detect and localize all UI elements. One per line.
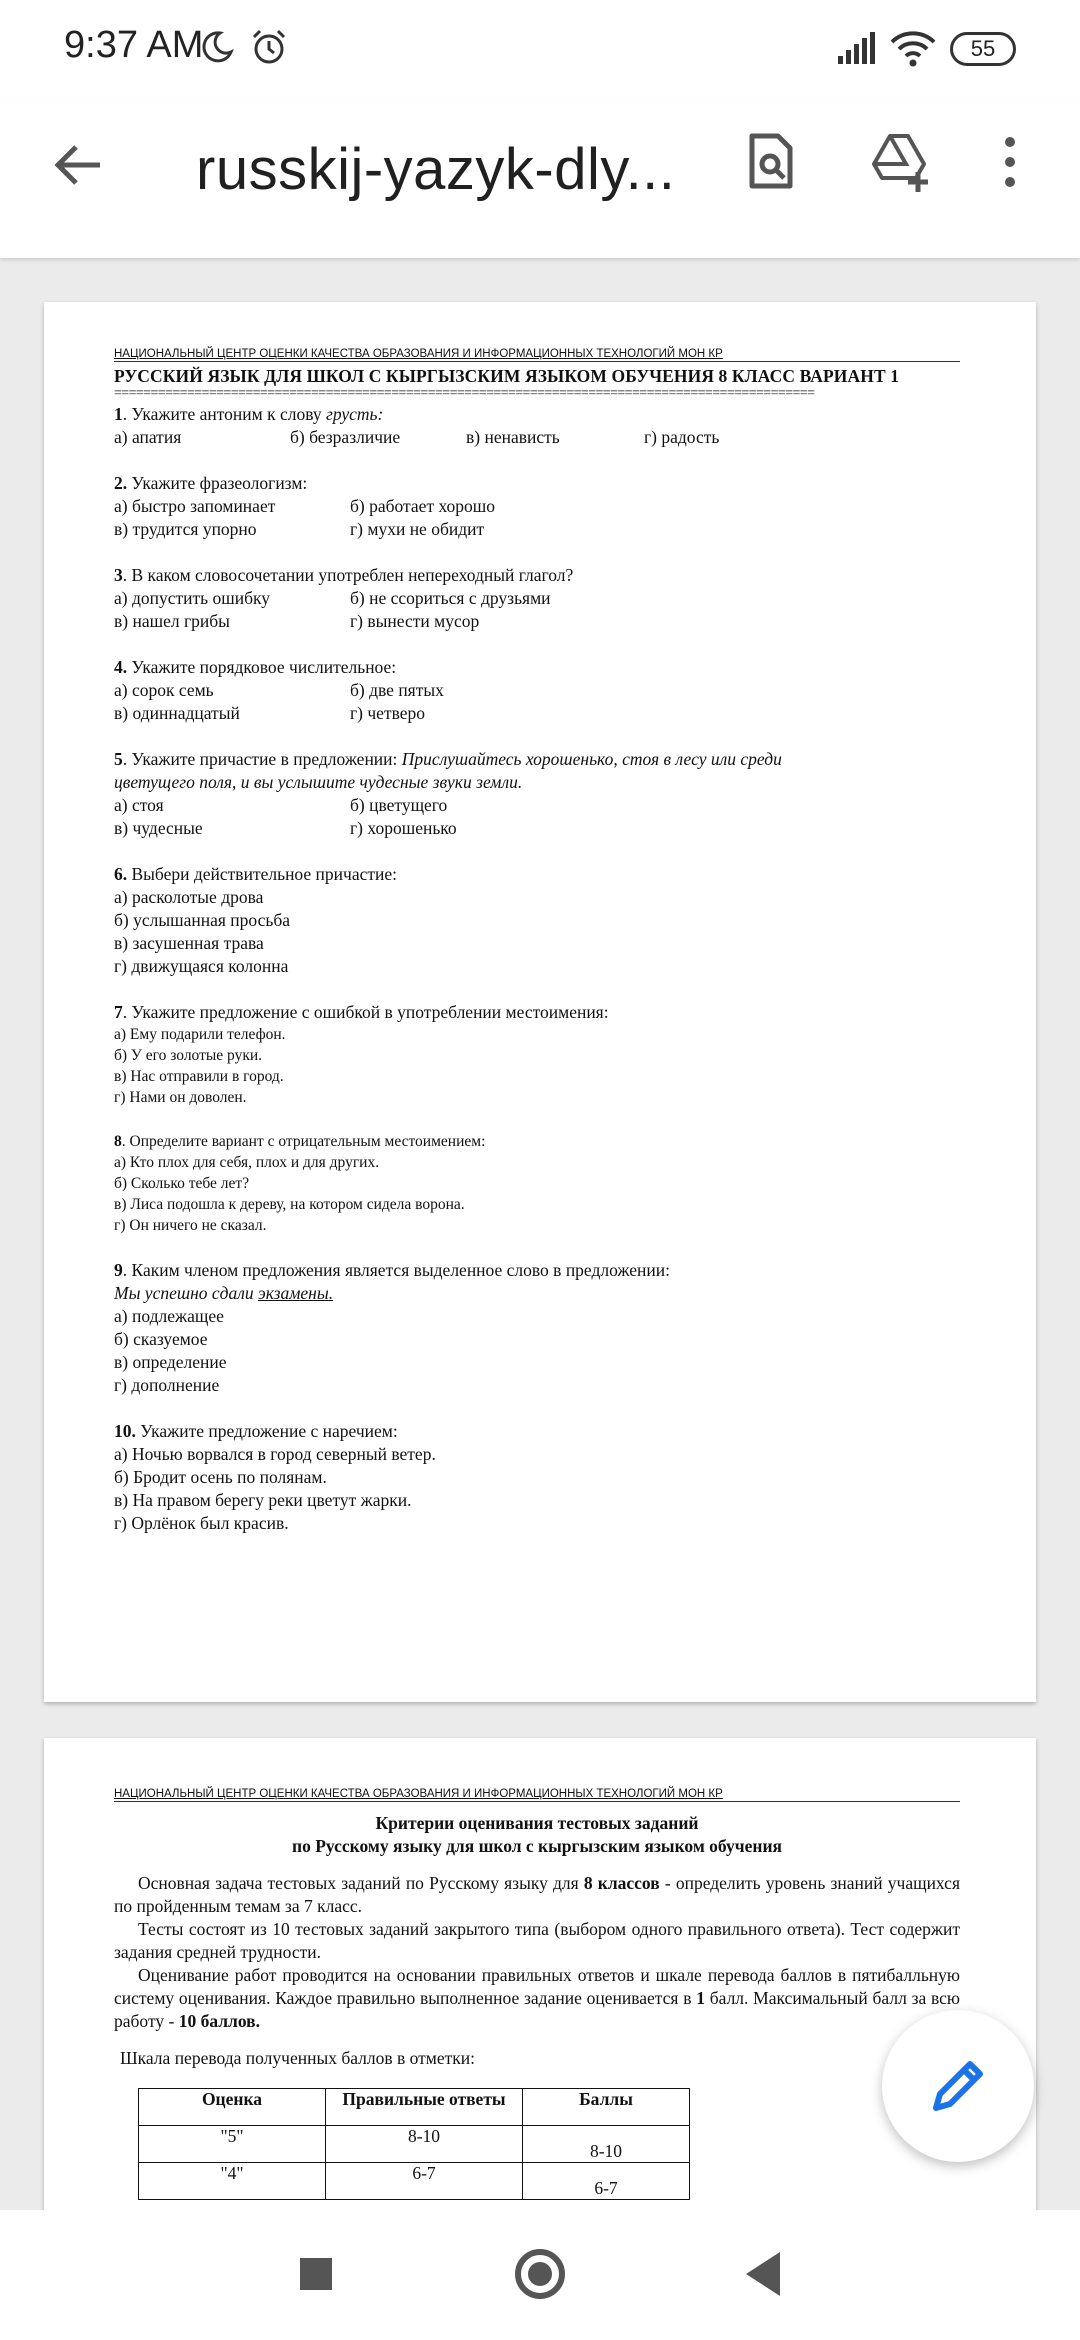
arrow-back-icon[interactable] <box>44 130 114 200</box>
status-bar <box>0 0 1080 100</box>
paragraph-1: Основная задача тестовых заданий по Русскому языку для 8 классов - определить уровень знаний учащихся по пройденным темам за 7 класс. <box>114 1873 960 1916</box>
page-header: НАЦИОНАЛЬНЫЙ ЦЕНТР ОЦЕНКИ КАЧЕСТВА ОБРАЗОВАНИЯ И ИНФОРМАЦИОННЫХ ТЕХНОЛОГИЙ МОН КР <box>114 348 960 362</box>
document-page-1 <box>44 302 1036 1702</box>
table-header: Оценка <box>139 2089 326 2126</box>
criteria-subtitle: по Русскому языку для школ с кыргызским языком обучения <box>291 1836 782 1856</box>
question-3: 3. В каком словосочетании употреблен непереходный глагол? а) допустить ошибку б) не ссориться с друзьями в) нашел грибы г) вынести мусор <box>114 565 574 631</box>
grades-table <box>138 2088 690 2200</box>
question-7: 7. Укажите предложение с ошибкой в употреблении местоимения: а) Ему подарили телефон. б) У его золотые руки. в) Нас отправили в город. г) Нами он доволен. <box>114 1002 609 1106</box>
paragraph-3: Оценивание работ проводится на основании правильных ответов и шкале перевода баллов в пятибалльную систему оценивания. Каждое правильно выполненное задание оценивается в 1 балл. Максимальный балл за всю работу - 10 баллов. <box>114 1965 961 2031</box>
question-10: 10. Укажите предложение с наречием: а) Ночью ворвался в город северный ветер. б) Бродит осень по полянам. в) На правом берегу реки цветут жарки. г) Орлёнок был красив. <box>114 1421 436 1533</box>
page-1-content <box>114 348 960 1535</box>
top-app-bar <box>0 100 1080 258</box>
question-5: 5. Укажите причастие в предложении: Прислушайтесь хорошенько, стоя в лесу или среди цветущего поля, и вы услышите чудесные звуки земли. а) стоя б) цветущего в) чудесные г) хорошенько <box>114 749 782 838</box>
page-2-content <box>114 1788 960 2200</box>
paragraph-2: Тесты состоят из 10 тестовых заданий закрытого типа (выбором одного правильного ответа). Тест содержит задания средней трудности. <box>114 1919 960 1962</box>
battery-indicator: 55 <box>950 32 1016 66</box>
question-4: 4. Укажите порядковое числительное: а) сорок семь б) две пятых в) одиннадцатый г) четверо <box>114 657 444 723</box>
table-row: "5" 8-10 8-10 <box>139 2126 690 2163</box>
moon-icon <box>200 30 234 64</box>
question-1: 1. Укажите антоним к слову грусть: а) апатия б) безразличие в) ненависть г) радость <box>114 404 720 447</box>
criteria-title: Критерии оценивания тестовых заданий <box>375 1813 699 1833</box>
document-page-2 <box>44 1738 1036 2258</box>
recents-square-icon[interactable] <box>276 2238 356 2310</box>
home-circle-icon[interactable] <box>500 2238 580 2310</box>
question-8: 8. Определите вариант с отрицательным местоимением: а) Кто плох для себя, плох и для других. б) Сколько тебе лет? в) Лиса подошла к дереву, на котором сидела ворона. г) Он ничего не сказал. <box>114 1133 486 1234</box>
question-9: 9. Каким членом предложения является выделенное слово в предложении: Мы успешно сдали экзамены. а) подлежащее б) сказуемое в) определение г) дополнение <box>114 1260 671 1395</box>
edit-pencil-icon <box>926 2054 990 2118</box>
scale-caption: Шкала перевода полученных баллов в отметки: <box>120 2048 476 2068</box>
navigation-bar <box>0 2210 1080 2340</box>
drive-add-icon[interactable] <box>864 126 936 198</box>
status-time: 9:37 AM <box>64 24 204 66</box>
find-in-page-icon[interactable] <box>734 126 806 198</box>
edit-button[interactable] <box>882 2010 1034 2162</box>
separator-line: ================================================================================================ <box>114 387 815 401</box>
wifi-icon <box>890 30 936 68</box>
test-title: РУССКИЙ ЯЗЫК ДЛЯ ШКОЛ С КЫРГЫЗСКИМ ЯЗЫКОМ ОБУЧЕНИЯ 8 КЛАСС ВАРИАНТ 1 <box>114 366 900 386</box>
alarm-icon <box>250 28 288 66</box>
table-header: Баллы <box>523 2089 690 2126</box>
signal-icon <box>836 32 878 66</box>
back-triangle-icon[interactable] <box>724 2238 804 2310</box>
document-title: russkij-yazyk-dly... <box>196 137 676 202</box>
page-header: НАЦИОНАЛЬНЫЙ ЦЕНТР ОЦЕНКИ КАЧЕСТВА ОБРАЗОВАНИЯ И ИНФОРМАЦИОННЫХ ТЕХНОЛОГИЙ МОН КР <box>114 1788 960 1802</box>
more-vert-icon[interactable] <box>984 126 1036 198</box>
table-row: "4" 6-7 6-7 <box>139 2163 690 2200</box>
question-6: 6. Выбери действительное причастие: а) расколотые дрова б) услышанная просьба в) засушенная трава г) движущаяся колонна <box>114 864 397 976</box>
question-2: 2. Укажите фразеологизм: а) быстро запоминает б) работает хорошо в) трудится упорно г) мухи не обидит <box>114 473 496 539</box>
table-header: Правильные ответы <box>326 2089 523 2126</box>
